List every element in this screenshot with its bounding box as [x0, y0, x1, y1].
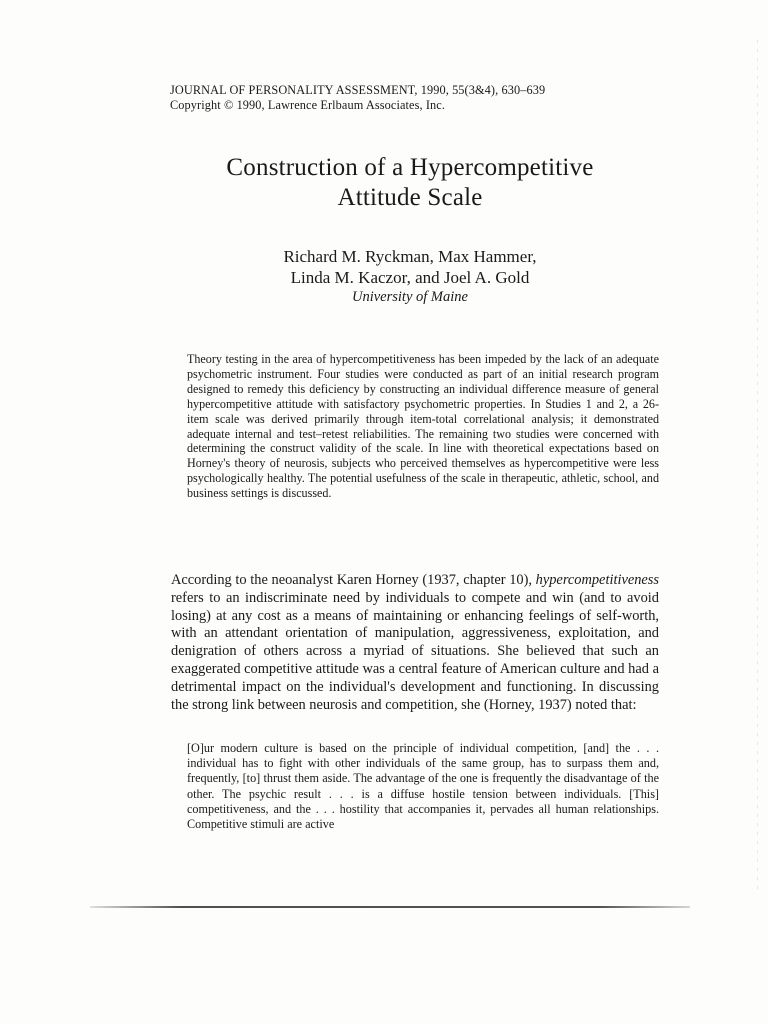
- journal-header: [170, 83, 545, 113]
- body-rest: refers to an indiscriminate need by individuals to compete and win (and to avoid losing) at any cost as a means of maintaining or enhancing feelings of self-worth, with an attendant orientation of manipulation, aggressiveness, exploitation, and denigration of others across a myriad of situations. She believed that such an exaggerated competitive attitude was a central feature of American culture and had a detrimental impact on the individual's development and functioning. In discussing the strong link between neurosis and competition, she (Horney, 1937) noted that:: [171, 589, 659, 713]
- body-paragraph: [171, 572, 659, 714]
- article-title: [150, 153, 670, 213]
- abstract: Theory testing in the area of hypercompetitiveness has been impeded by the lack of an adequate psychometric instrument. Four studies were conducted as part of an initial research program designed to remedy this deficiency by constructing an individual difference measure of general hypercompetitive attitude with satisfactory psychometric properties. In Studies 1 and 2, a 26-item scale was derived primarily through item-total correlational analysis; it demonstrated adequate internal and test–retest reliabilities. The remaining two studies were concerned with determining the construct validity of the scale. In line with theoretical expectations based on Horney's theory of neurosis, subjects who perceived themselves as hypercompetitive were less psychologically healthy. The potential usefulness of the scale in therapeutic, athletic, school, and business settings is discussed.: [187, 352, 659, 501]
- block-quote: [O]ur modern culture is based on the principle of individual competition, [and] the . . . individual has to fight with other individuals of the same group, has to surpass them and, frequently, [to] thrust them aside. The advantage of the one is frequently the disadvantage of the other. The psychic result . . . is a diffuse hostile tension between individuals. [This] competitiveness, and the . . . hostility that accompanies it, pervades all human relationships. Competitive stimuli are active: [187, 741, 659, 832]
- authors-line-2: Linda M. Kaczor, and Joel A. Gold: [290, 268, 530, 287]
- title-line-1: Construction of a Hypercompetitive: [226, 154, 594, 181]
- body-lead: According to the neoanalyst Karen Horney (1937, chapter 10),: [171, 572, 536, 588]
- authors-line-1: Richard M. Ryckman, Max Hammer,: [283, 247, 537, 266]
- scan-bottom-rule: [90, 906, 690, 908]
- title-line-2: Attitude Scale: [337, 184, 483, 211]
- scan-edge-artifact: [757, 40, 758, 890]
- affiliation: University of Maine: [352, 289, 468, 305]
- journal-citation: JOURNAL OF PERSONALITY ASSESSMENT, 1990, 55(3&4), 630–639: [170, 83, 546, 97]
- copyright-line: Copyright © 1990, Lawrence Erlbaum Associates, Inc.: [170, 98, 446, 112]
- body-term: hypercompetitiveness: [535, 572, 659, 588]
- author-block: [150, 246, 670, 307]
